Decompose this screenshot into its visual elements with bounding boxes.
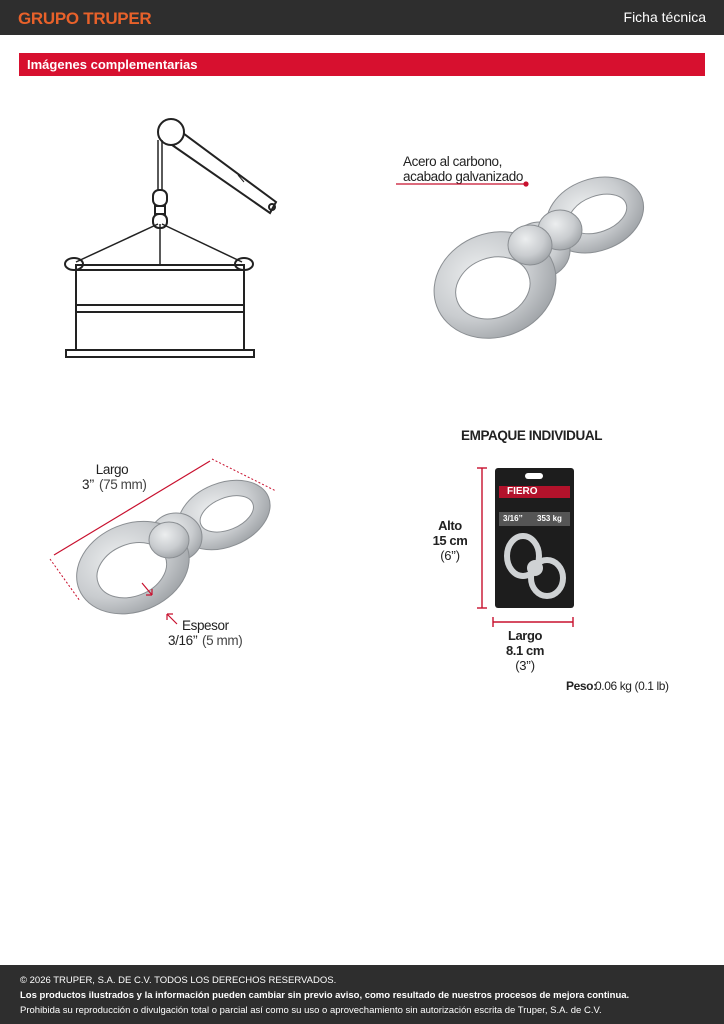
section-title: Imágenes complementarias xyxy=(27,57,198,72)
swivel-dimension-drawing xyxy=(44,455,284,615)
package-load: 353 kg xyxy=(537,514,562,523)
material-line-1: Acero al carbono, xyxy=(403,154,503,169)
package-height-label: Alto xyxy=(438,518,462,533)
thickness-mm: (5 mm) xyxy=(202,633,243,648)
section-header xyxy=(19,53,705,76)
package-height-in: (6’’) xyxy=(440,548,460,563)
package-length-cm: 8.1 cm xyxy=(505,643,545,658)
header-bar xyxy=(0,0,724,35)
length-label: Largo xyxy=(95,462,129,477)
footer-notice: Los productos ilustrados y la información pueden cambiar sin previo aviso, como resultado de nuestros procesos de mejora continua. xyxy=(20,990,630,1001)
thickness-inches: 3/16’’ xyxy=(168,633,198,648)
length-mm: (75 mm) xyxy=(99,477,147,492)
length-inches: 3’’ xyxy=(82,477,95,492)
package-hang-hole xyxy=(525,473,543,479)
package-brand-band xyxy=(499,486,570,498)
package-info-band xyxy=(499,512,570,526)
footer-prohibition: Prohibida su reproducción o divulgación total o parcial así como su uso o aprovechamiento sin autorización escrita de Truper, S.A. de C.V. xyxy=(20,1005,602,1016)
package-image xyxy=(495,468,574,608)
package-title: EMPAQUE INDIVIDUAL xyxy=(461,428,603,443)
package-length-label: Largo xyxy=(507,628,543,643)
package-length-line xyxy=(492,616,574,628)
thickness-label: Espesor xyxy=(182,618,229,633)
doc-type-label: Ficha técnica xyxy=(623,9,706,25)
thickness-pointer xyxy=(165,612,179,626)
weight-value: 0.06 kg (0.1 lb) xyxy=(595,679,669,693)
package-length-in: (3’’) xyxy=(515,658,535,673)
usage-illustration xyxy=(58,110,288,365)
brand-logo: GRUPO TRUPER xyxy=(18,9,152,28)
package-brand: FIERO xyxy=(507,486,538,497)
package-size: 3/16’’ xyxy=(503,514,523,523)
package-height-cm: 15 cm xyxy=(432,533,468,548)
weight-label: Peso: xyxy=(566,679,597,693)
footer xyxy=(0,965,724,1024)
package-product-view xyxy=(501,530,569,602)
footer-copyright: © 2026 TRUPER, S.A. DE C.V. TODOS LOS DERECHOS RESERVADOS. xyxy=(20,975,337,986)
material-pointer-line xyxy=(396,180,536,190)
material-line-2: acabado galvanizado xyxy=(403,169,524,184)
swivel-product-image xyxy=(430,165,650,350)
package-height-line xyxy=(476,466,488,610)
